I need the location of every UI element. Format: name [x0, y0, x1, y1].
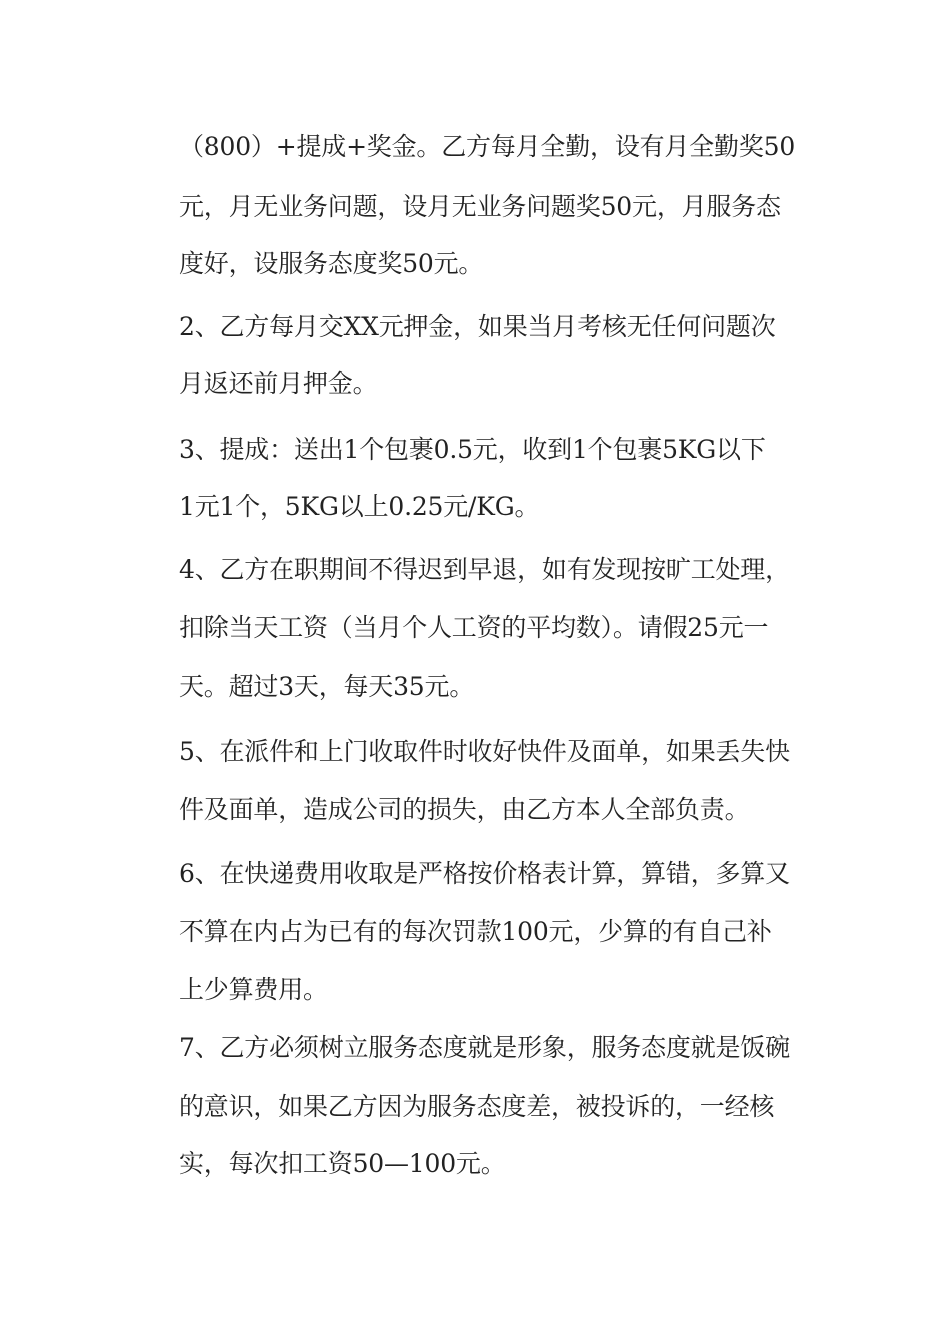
text-line: 6、在快递费用收取是严格按价格表计算，算错，多算又 [179, 859, 790, 888]
text-line: 度好，设服务态度奖50元。 [179, 249, 484, 278]
text-line: 4、乙方在职期间不得迟到早退，如有发现按旷工处理， [179, 555, 790, 584]
text-line: 件及面单，造成公司的损失，由乙方本人全部负责。 [179, 795, 750, 824]
text-line: （800）+提成+奖金。乙方每月全勤，设有月全勤奖50 [179, 132, 796, 161]
text-line: 实，每次扣工资50—100元。 [179, 1149, 506, 1178]
text-line: 2、乙方每月交XX元押金，如果当月考核无任何问题次 [179, 312, 776, 341]
text-line: 元，月无业务问题，设月无业务问题奖50元，月服务态 [179, 192, 781, 221]
text-line: 上少算费用。 [179, 975, 328, 1004]
text-line: 3、提成：送出1个包裹0.5元，收到1个包裹5KG以下 [179, 435, 766, 464]
text-line: 天。超过3天，每天35元。 [179, 672, 475, 701]
text-line: 扣除当天工资（当月个人工资的平均数）。请假25元一 [179, 613, 769, 642]
text-line: 不算在内占为已有的每次罚款100元，少算的有自己补 [179, 917, 772, 946]
text-line: 1元1个，5KG以上0.25元/KG。 [179, 492, 540, 521]
text-line: 的意识，如果乙方因为服务态度差，被投诉的，一经核 [179, 1092, 775, 1121]
text-line: 7、乙方必须树立服务态度就是形象，服务态度就是饭碗 [179, 1033, 790, 1062]
text-line: 月返还前月押金。 [179, 369, 378, 398]
text-line: 5、在派件和上门收取件时收好快件及面单，如果丢失快 [179, 737, 790, 766]
